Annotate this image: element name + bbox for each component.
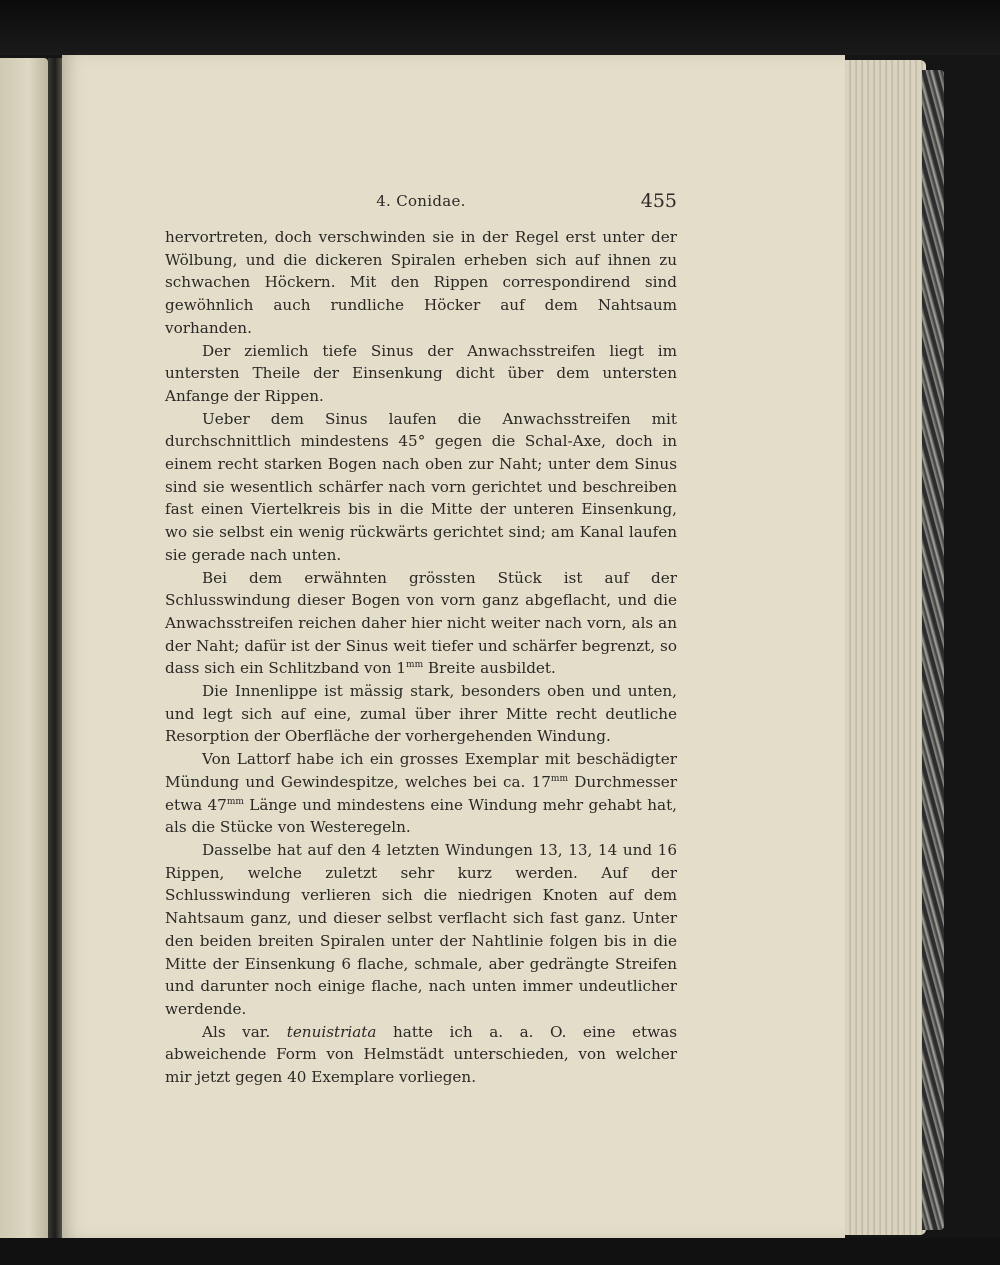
running-title: 4. Conidae. (376, 192, 466, 210)
dark-background-bottom (0, 1238, 1000, 1265)
marbled-cover-edge (922, 70, 944, 1230)
left-page-edge (0, 58, 48, 1243)
paragraph-4 (165, 567, 677, 681)
paragraph-6-text-a: Von Lattorf habe ich ein grosses Exemplar mit beschädigter Mündung und Gewindespitze, welches bei ca. 17 (165, 750, 677, 791)
unit-superscript: mm (406, 660, 424, 671)
paragraph-4-text: Bei dem erwähnten grössten Stück ist auf der Schlusswindung dieser Bogen von vorn ganz abgeflacht, und die Anwachsstreifen reichen daher hier nicht weiter nach vorn, als an der Naht; dafür ist der Sinus weit tiefer und schärfer begrenzt, so dass sich ein Schlitzband von 1 (165, 568, 677, 678)
variety-name: tenuistriata (286, 1022, 377, 1041)
paragraph-7: Dasselbe hat auf den 4 letzten Windungen 13, 13, 14 und 16 Rippen, welche zuletzt sehr kurz werden. Auf der Schlusswindung verlieren sich die niedrigen Knoten auf dem Nahtsaum ganz, und dieser selbst verflacht sich fast ganz. Unter den beiden breiten Spiralen unter der Nahtlinie folgen bis in die Mitte der Einsenkung 6 flache, schmale, aber gedrängte Streifen und darunter noch einige flache, nach unten immer undeutlicher werdende. (165, 840, 677, 1018)
paragraph-8-text: Als var. (202, 1022, 287, 1041)
paragraph-6-text-c: Länge und mindestens eine Windung mehr gehabt hat, als die Stücke von Westeregeln. (165, 795, 677, 837)
dark-background-top (0, 0, 1000, 55)
paragraph-6 (165, 748, 677, 839)
paragraph-8 (165, 1021, 677, 1089)
unit-superscript: mm (550, 773, 568, 784)
page-header (165, 190, 677, 214)
paragraph-8-text-end: hatte ich a. a. O. eine etwas abweichende Form von Helmstädt unterschieden, von welcher mir jetzt gegen 40 Exemplare vorliegen. (165, 1022, 677, 1087)
paragraph-2: Der ziemlich tiefe Sinus der Anwachsstreifen liegt im untersten Theile der Einsenkung dicht über dem untersten Anfange der Rippen. (165, 341, 677, 405)
paragraph-6-text-b: Durchmesser etwa 47 (165, 772, 677, 814)
paragraph-3: Ueber dem Sinus laufen die Anwachsstreifen mit durchschnittlich mindestens 45° gegen die Schal-Axe, doch in einem recht starken Bogen nach oben zur Naht; unter dem Sinus sind sie wesentlich schärfer nach vorn gerichtet und beschreiben fast einen Viertelkreis bis in die Mitte der unteren Einsenkung, wo sie selbst ein wenig rückwärts gerichtet sind; am Kanal laufen sie gerade nach unten. (165, 409, 677, 564)
book-gutter (48, 58, 62, 1243)
paragraph-5: Die Innenlippe ist mässig stark, besonders oben und unten, und legt sich auf eine, zumal über ihrer Mitte recht deutliche Resorption der Oberfläche der vorhergehenden Windung. (165, 682, 677, 746)
page-number: 455 (640, 190, 677, 212)
paragraph-4-text-end: Breite ausbildet. (423, 659, 556, 678)
page-edges-stack (840, 60, 926, 1235)
unit-superscript: mm (226, 796, 244, 807)
paragraph-1: hervortreten, doch verschwinden sie in der Regel erst unter der Wölbung, und die dickeren Spiralen erheben sich auf ihnen zu schwachen Höckern. Mit den Rippen correspondirend sind gewöhnlich auch rundliche Höcker auf dem Nahtsaum vorhanden. (165, 228, 677, 337)
body-text (165, 226, 677, 1089)
